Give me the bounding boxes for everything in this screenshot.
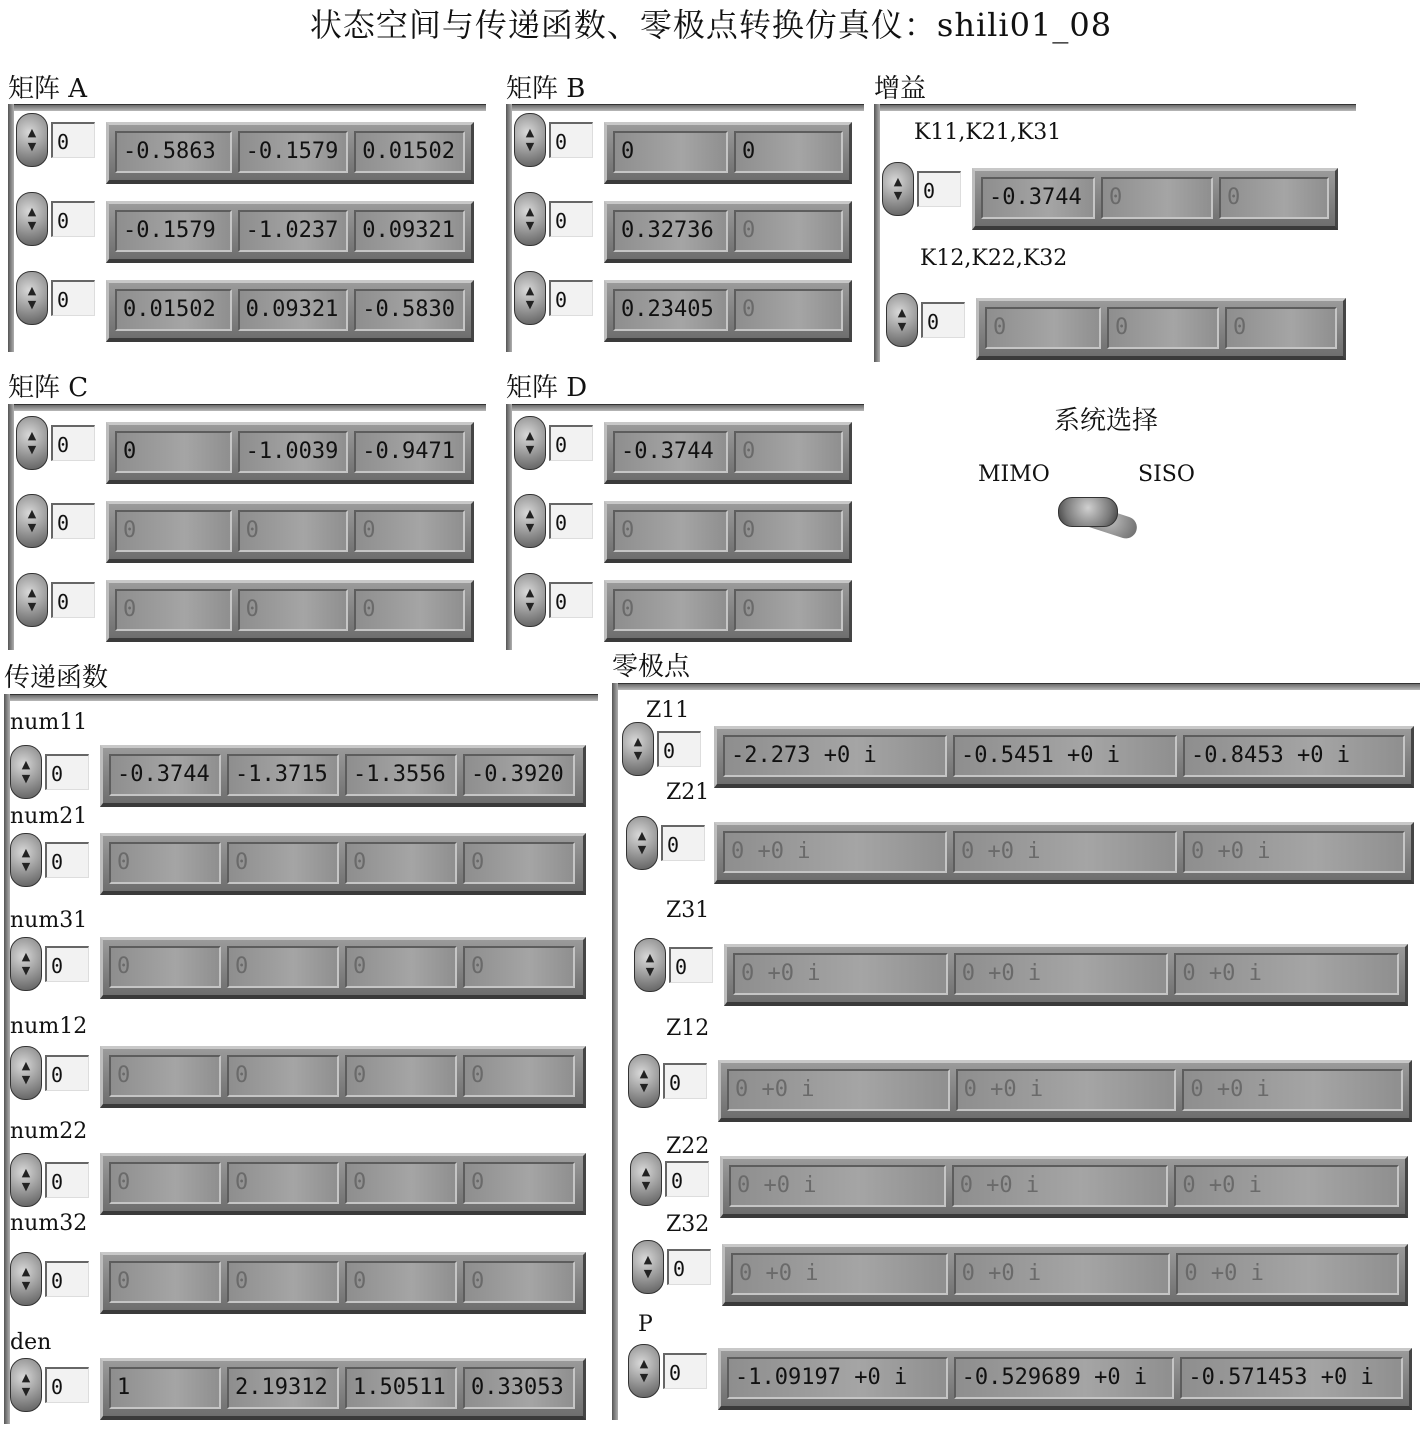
index-field[interactable]: 0 [665,1161,709,1197]
zp-cell[interactable]: 0 +0 i [952,1165,1169,1207]
zp-cell[interactable]: 0 +0 i [1182,1069,1403,1111]
tf-num22-row [100,1153,586,1215]
matrix-a-cell[interactable]: 0.01502 [354,131,465,173]
matrix-d-row-2 [604,580,852,642]
zp-z31-row [724,944,1408,1006]
zp-z21-label: Z21 [666,780,710,805]
zero-pole-frame-left [612,683,618,1420]
tf-cell[interactable]: 0 [227,1162,339,1204]
zp-z22-row [720,1156,1408,1218]
zp-p-label: P [638,1312,653,1337]
tf-num21-index[interactable] [10,833,89,887]
spin-arrows-icon[interactable]: ▲ ▼ [514,113,546,167]
index-field[interactable]: 0 [549,201,593,237]
gain-k2-index[interactable] [886,293,965,347]
spin-arrows-icon[interactable]: ▲ ▼ [16,494,48,548]
zp-z31-index[interactable] [634,938,713,992]
index-field[interactable]: 0 [45,946,89,982]
index-field[interactable]: 0 [45,754,89,790]
tf-cell[interactable]: 0 [109,1162,221,1204]
zp-cell[interactable]: 0 +0 i [727,1069,950,1111]
tf-num21-row [100,833,586,895]
matrix-b-label: 矩阵 B [506,74,586,104]
spin-arrows-icon[interactable]: ▲ ▼ [634,938,666,992]
tf-cell[interactable]: 0 [345,1055,457,1097]
zp-z21-index[interactable] [626,816,705,870]
spin-arrows-icon[interactable]: ▲ ▼ [626,816,658,870]
zp-cell[interactable]: 0 +0 i [1183,831,1405,873]
spin-arrows-icon[interactable]: ▲ ▼ [10,745,42,799]
matrix-a-row-0 [106,122,474,184]
tf-cell[interactable]: 0 [345,1162,457,1204]
zp-cell[interactable]: 0 +0 i [731,1253,948,1295]
gain-cell[interactable]: 0 [1219,177,1329,219]
matrix-b-cell[interactable]: 0.32736 [613,210,728,252]
matrix-a-row-1 [106,201,474,263]
zp-cell[interactable]: -0.8453 +0 i [1183,735,1405,777]
zp-z22-index[interactable] [630,1152,709,1206]
tf-cell[interactable]: 0.33053 [463,1367,575,1409]
matrix-a-cell[interactable]: -1.0237 [238,210,349,252]
tf-num31-index[interactable] [10,937,89,991]
gain-cell[interactable]: 0 [1107,307,1219,349]
spin-arrows-icon[interactable]: ▲ ▼ [628,1344,660,1398]
spin-arrows-icon[interactable]: ▲ ▼ [514,416,546,470]
tf-cell[interactable]: 0 [463,946,575,988]
spin-arrows-icon[interactable]: ▲ ▼ [10,1358,42,1412]
tf-num21-label: num21 [10,804,88,829]
zp-p-row [718,1348,1412,1410]
gain-cell[interactable]: 0 [985,307,1101,349]
matrix-b-cell[interactable]: 0 [734,131,843,173]
matrix-a-row-2 [106,280,474,342]
matrix-b-cell[interactable]: 0 [613,131,728,173]
tf-cell[interactable]: 0 [463,1162,575,1204]
matrix-b-cell[interactable]: 0 [734,210,843,252]
spin-arrows-icon[interactable]: ▲ ▼ [882,162,914,216]
tf-cell[interactable]: 0 [109,946,221,988]
tf-cell[interactable]: 0 [227,1055,339,1097]
zp-z12-index[interactable] [628,1054,707,1108]
matrix-b-frame-left [506,104,512,352]
tf-num12-label: num12 [10,1014,88,1039]
tf-den-label: den [10,1330,52,1355]
index-field[interactable]: 0 [663,1353,707,1389]
tf-cell[interactable]: 0 [109,1055,221,1097]
index-field[interactable]: 0 [549,425,593,461]
page-title: 状态空间与传递函数、零极点转换仿真仪：shili01_08 [309,6,1113,44]
matrix-b-row-2 [604,280,852,342]
matrix-c-cell[interactable]: -1.0039 [238,431,349,473]
index-field[interactable]: 0 [51,582,95,618]
spin-arrows-icon[interactable]: ▲ ▼ [16,113,48,167]
matrix-a-frame-left [8,104,14,352]
tf-cell[interactable]: 1.50511 [345,1367,457,1409]
matrix-d-cell[interactable]: 0 [613,510,728,552]
matrix-d-row-0 [604,422,852,484]
zp-cell[interactable]: 0 +0 i [1176,1253,1399,1295]
matrix-d-frame-left [506,404,512,650]
tf-den-index[interactable] [10,1358,89,1412]
spin-arrows-icon[interactable]: ▲ ▼ [10,937,42,991]
matrix-c-cell[interactable]: 0 [115,510,232,552]
spin-arrows-icon[interactable]: ▲ ▼ [16,271,48,325]
tf-num32-label: num32 [10,1211,88,1236]
zp-z32-row [722,1244,1408,1306]
gain-k1-label: K11,K21,K31 [914,120,1062,145]
tf-den-row [100,1358,586,1420]
matrix-a-label: 矩阵 A [8,74,88,104]
spin-arrows-icon[interactable]: ▲ ▼ [16,573,48,627]
index-field[interactable]: 0 [45,1367,89,1403]
tf-cell[interactable]: 0 [463,842,575,884]
matrix-c-label: 矩阵 C [8,373,89,403]
spin-arrows-icon[interactable]: ▲ ▼ [10,1153,42,1207]
tf-cell[interactable]: 2.19312 [227,1367,339,1409]
matrix-d-cell[interactable]: -0.3744 [613,431,728,473]
zp-z11-index[interactable] [622,722,701,776]
matrix-a-cell[interactable]: 0.09321 [354,210,465,252]
index-field[interactable]: 0 [549,503,593,539]
gain-frame-left [874,104,880,362]
zero-pole-frame-top [612,683,1420,690]
index-field[interactable]: 0 [657,731,701,767]
tf-num31-label: num31 [10,908,88,933]
matrix-c-cell[interactable]: 0 [354,589,465,631]
zp-cell[interactable]: -0.5451 +0 i [953,735,1177,777]
index-field[interactable]: 0 [549,280,593,316]
matrix-a-cell[interactable]: 0.09321 [238,289,349,331]
matrix-c-cell[interactable]: 0 [354,510,465,552]
spin-arrows-icon[interactable]: ▲ ▼ [632,1240,664,1294]
index-field[interactable]: 0 [667,1249,711,1285]
gain-k2-label: K12,K22,K32 [920,246,1068,271]
zp-p-index[interactable] [628,1344,707,1398]
tf-num32-index[interactable] [10,1252,89,1306]
zp-z32-label: Z32 [666,1212,710,1237]
matrix-b-cell[interactable]: 0 [734,289,843,331]
zp-cell[interactable]: -1.09197 +0 i [727,1357,948,1399]
spin-arrows-icon[interactable]: ▲ ▼ [628,1054,660,1108]
zp-z11-label: Z11 [646,698,690,723]
spin-arrows-icon[interactable]: ▲ ▼ [10,1252,42,1306]
system-select-toggle[interactable] [1058,497,1138,533]
spin-arrows-icon[interactable]: ▲ ▼ [514,494,546,548]
gain-frame-top [874,104,1356,111]
tf-num22-label: num22 [10,1119,88,1144]
matrix-a-cell[interactable]: 0.01502 [115,289,232,331]
zp-z21-row [714,822,1414,884]
tf-cell[interactable]: 0 [227,946,339,988]
tf-num31-row [100,937,586,999]
matrix-d-cell[interactable]: 0 [734,510,843,552]
matrix-a-cell[interactable]: -0.5830 [354,289,465,331]
matrix-d-cell[interactable]: 0 [734,431,843,473]
toggle-knob[interactable] [1058,497,1118,527]
matrix-b-frame-top [506,104,864,111]
matrix-c-row-2 [106,580,474,642]
matrix-d-index-1[interactable] [514,494,593,548]
tf-cell[interactable]: 0 [227,842,339,884]
index-field[interactable]: 0 [663,1063,707,1099]
matrix-c-row-1 [106,501,474,563]
matrix-d-cell[interactable]: 0 [734,589,843,631]
spin-arrows-icon[interactable]: ▲ ▼ [10,1046,42,1100]
zp-z22-label: Z22 [666,1134,710,1159]
matrix-c-cell[interactable]: 0 [115,431,232,473]
spin-arrows-icon[interactable]: ▲ ▼ [886,293,918,347]
matrix-a-index-2[interactable] [16,271,95,325]
index-field[interactable]: 0 [549,122,593,158]
index-field[interactable]: 0 [549,582,593,618]
zp-z31-label: Z31 [666,898,710,923]
matrix-d-frame-top [506,404,864,411]
matrix-c-index-0[interactable] [16,416,95,470]
spin-arrows-icon[interactable]: ▲ ▼ [622,722,654,776]
zp-z32-index[interactable] [632,1240,711,1294]
gain-cell[interactable]: -0.3744 [981,177,1095,219]
zp-cell[interactable]: 0 +0 i [723,831,947,873]
matrix-c-index-1[interactable] [16,494,95,548]
spin-arrows-icon[interactable]: ▲ ▼ [514,271,546,325]
spin-arrows-icon[interactable]: ▲ ▼ [16,192,48,246]
tf-cell[interactable]: 0 [345,1261,457,1303]
index-field[interactable]: 0 [45,1162,89,1198]
spin-arrows-icon[interactable]: ▲ ▼ [630,1152,662,1206]
tf-cell[interactable]: 0 [463,1055,575,1097]
matrix-b-cell[interactable]: 0.23405 [613,289,728,331]
matrix-a-index-0[interactable] [16,113,95,167]
matrix-b-row-1 [604,201,852,263]
tf-num12-row [100,1046,586,1108]
matrix-a-frame-top [8,104,486,111]
matrix-a-index-1[interactable] [16,192,95,246]
transfer-function-frame-top [4,694,598,701]
matrix-a-cell[interactable]: -0.5863 [115,131,232,173]
zp-cell[interactable]: 0 +0 i [1174,953,1399,995]
index-field[interactable]: 0 [51,503,95,539]
spin-arrows-icon[interactable]: ▲ ▼ [16,416,48,470]
matrix-b-index-0[interactable] [514,113,593,167]
system-select-siso-label: SISO [1138,462,1195,487]
index-field[interactable]: 0 [661,825,705,861]
zp-cell[interactable]: 0 +0 i [956,1069,1177,1111]
tf-num32-row [100,1252,586,1314]
matrix-a-cell[interactable]: -0.1579 [115,210,232,252]
tf-num11-row [100,745,586,807]
index-field[interactable]: 0 [51,425,95,461]
matrix-b-row-0 [604,122,852,184]
tf-num11-label: num11 [10,710,88,735]
gain-cell[interactable]: 0 [1225,307,1337,349]
tf-cell[interactable]: 0 [109,1261,221,1303]
index-field[interactable]: 0 [45,1261,89,1297]
matrix-d-cell[interactable]: 0 [613,589,728,631]
index-field[interactable]: 0 [669,947,713,983]
zp-z12-row [718,1060,1412,1122]
matrix-c-index-2[interactable] [16,573,95,627]
spin-arrows-icon[interactable]: ▲ ▼ [514,192,546,246]
zp-cell[interactable]: -0.571453 +0 i [1180,1357,1403,1399]
index-field[interactable]: 0 [51,280,95,316]
matrix-d-index-2[interactable] [514,573,593,627]
tf-cell[interactable]: 0 [345,946,457,988]
gain-k2-row [976,298,1346,360]
matrix-c-frame-top [8,404,486,411]
tf-cell[interactable]: -1.3715 [227,754,339,796]
tf-num22-index[interactable] [10,1153,89,1207]
zp-z11-row [714,726,1414,788]
zero-pole-label: 零极点 [612,652,691,682]
zp-cell[interactable]: 0 +0 i [733,953,948,995]
zp-cell[interactable]: 0 +0 i [1174,1165,1399,1207]
spin-arrows-icon[interactable]: ▲ ▼ [10,833,42,887]
zp-cell[interactable]: 0 +0 i [954,1253,1171,1295]
tf-cell[interactable]: 0 [109,842,221,884]
matrix-c-row-0 [106,422,474,484]
index-field[interactable]: 0 [917,171,961,207]
system-select-label: 系统选择 [1054,406,1159,436]
tf-cell[interactable]: 0 [345,842,457,884]
tf-cell[interactable]: 0 [463,1261,575,1303]
gain-cell[interactable]: 0 [1101,177,1213,219]
index-field[interactable]: 0 [51,122,95,158]
gain-k1-index[interactable] [882,162,961,216]
zp-cell[interactable]: -2.273 +0 i [723,735,947,777]
matrix-a-cell[interactable]: -0.1579 [238,131,349,173]
index-field[interactable]: 0 [45,842,89,878]
gain-label: 增益 [874,74,927,104]
zp-cell[interactable]: 0 +0 i [954,953,1169,995]
matrix-c-cell[interactable]: 0 [238,589,349,631]
zp-cell[interactable]: 0 +0 i [729,1165,946,1207]
tf-cell[interactable]: 1 [109,1367,221,1409]
matrix-c-cell[interactable]: 0 [238,510,349,552]
matrix-c-cell[interactable]: -0.9471 [354,431,465,473]
tf-cell[interactable]: -1.3556 [345,754,457,796]
index-field[interactable]: 0 [921,302,965,338]
system-select-mimo-label: MIMO [978,462,1050,487]
zp-cell[interactable]: 0 +0 i [953,831,1177,873]
matrix-c-cell[interactable]: 0 [115,589,232,631]
matrix-b-index-1[interactable] [514,192,593,246]
matrix-d-label: 矩阵 D [506,373,588,403]
tf-cell[interactable]: 0 [227,1261,339,1303]
zp-z12-label: Z12 [666,1016,710,1041]
tf-num11-index[interactable] [10,745,89,799]
matrix-b-index-2[interactable] [514,271,593,325]
tf-num12-index[interactable] [10,1046,89,1100]
matrix-c-frame-left [8,404,14,650]
matrix-d-row-1 [604,501,852,563]
index-field[interactable]: 0 [51,201,95,237]
zp-cell[interactable]: -0.529689 +0 i [954,1357,1175,1399]
index-field[interactable]: 0 [45,1055,89,1091]
tf-cell[interactable]: -0.3744 [109,754,221,796]
tf-cell[interactable]: -0.3920 [463,754,575,796]
transfer-function-label: 传递函数 [4,663,109,693]
gain-k1-row [972,168,1338,230]
spin-arrows-icon[interactable]: ▲ ▼ [514,573,546,627]
matrix-d-index-0[interactable] [514,416,593,470]
